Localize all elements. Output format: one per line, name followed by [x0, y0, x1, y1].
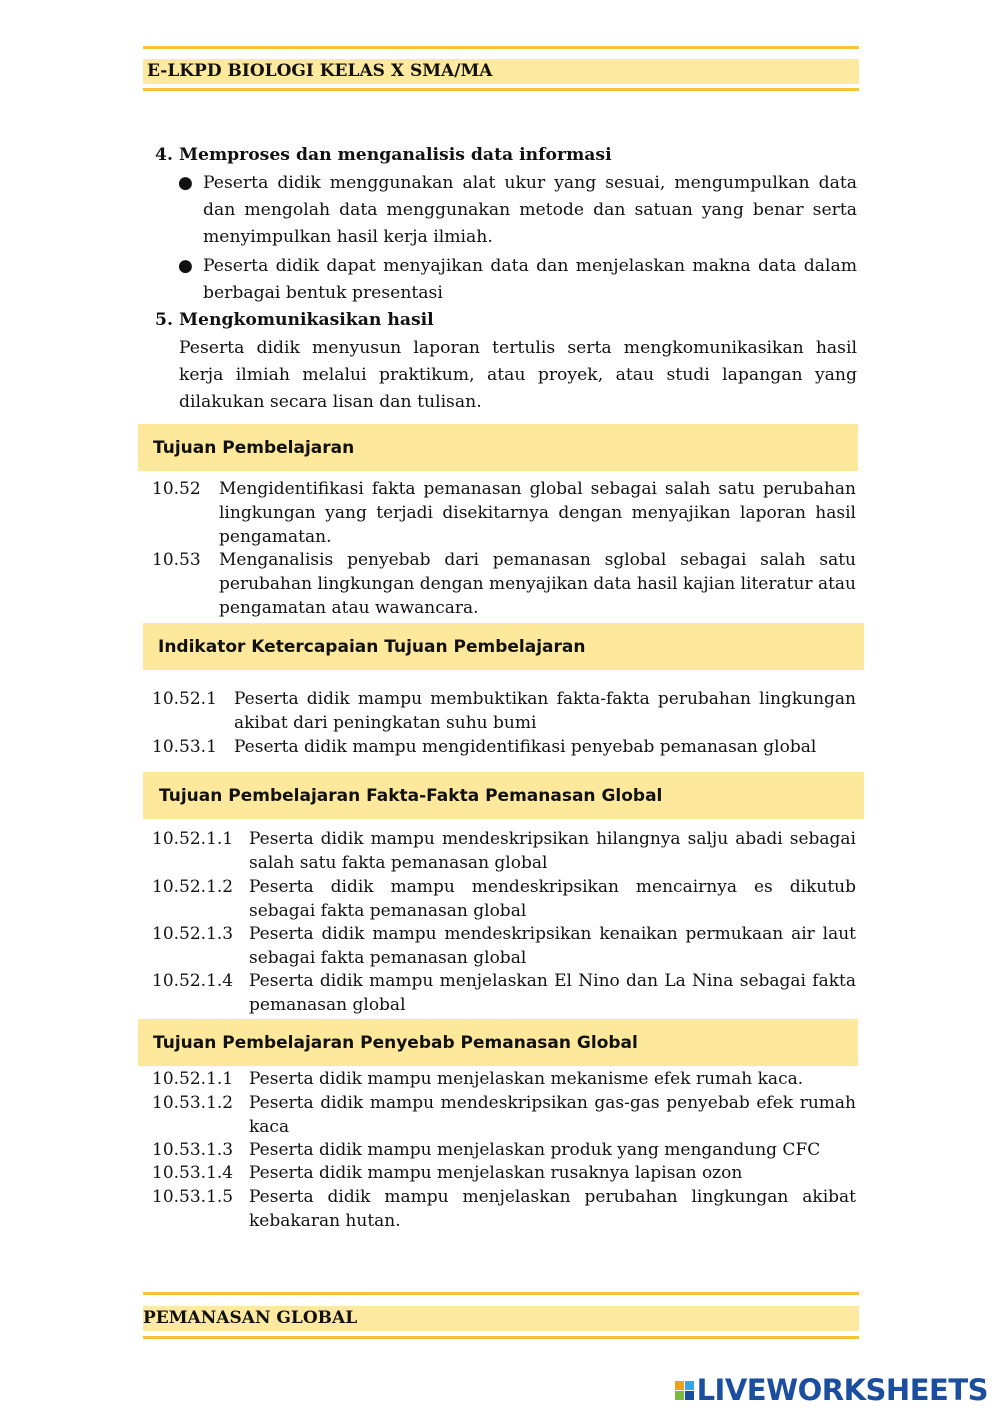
section-title: Tujuan Pembelajaran [153, 437, 355, 458]
footer-top-line [143, 1292, 859, 1295]
step-number: 5. [155, 310, 173, 330]
item-text: Mengidentifikasi fakta pemanasan global sebagai salah satu perubahan lingkungan yang terjadi disekitarnya dengan menyajikan laporan hasil pengamatan. [219, 479, 856, 547]
item-text: Peserta didik mampu mendeskripsikan hilangnya salju abadi sebagai salah satu fakta pemanasan global [249, 829, 856, 873]
list-item [152, 548, 856, 620]
liveworksheets-logo [675, 1373, 988, 1407]
list-item [152, 875, 856, 923]
item-text: Peserta didik mampu mendeskripsikan kenaikan permukaan air laut sebagai fakta pemanasan global [249, 924, 856, 968]
list-item [152, 687, 856, 735]
list-item [152, 1185, 856, 1233]
section-banner [143, 772, 864, 819]
item-number: 10.52.1.2 [152, 877, 234, 897]
item-text: Peserta didik mampu mendeskripsikan mencairnya es dikutub sebagai fakta pemanasan global [249, 877, 856, 921]
section-title: Tujuan Pembelajaran Penyebab Pemanasan Global [153, 1032, 638, 1053]
step-title: Mengkomunikasikan hasil [179, 310, 434, 330]
item-text: Peserta didik mampu menjelaskan mekanisme efek rumah kaca. [249, 1069, 804, 1089]
item-text: Peserta didik mampu mengidentifikasi penyebab pemanasan global [234, 737, 817, 757]
logo-square [685, 1381, 694, 1390]
item-text: Peserta didik mampu menjelaskan El Nino dan La Nina sebagai fakta pemanasan global [249, 971, 856, 1015]
item-number: 10.52.1 [152, 689, 217, 709]
step-title: Memproses dan menganalisis data informasi [179, 145, 612, 165]
header-top-line [143, 46, 859, 49]
item-number: 10.52.1.3 [152, 924, 234, 944]
item-text: Menganalisis penyebab dari pemanasan sglobal sebagai salah satu perubahan lingkungan dengan menyajikan data hasil kajian literatur atau pengamatan atau wawancara. [219, 550, 856, 618]
step-bullet: Peserta didik menggunakan alat ukur yang sesuai, mengumpulkan data dan mengolah data menggunakan metode dan satuan yang benar serta menyimpulkan hasil kerja ilmiah. [203, 173, 857, 247]
item-text: Peserta didik mampu menjelaskan produk yang mengandung CFC [249, 1140, 821, 1160]
bullet-dot: ● [178, 173, 193, 193]
logo-square [675, 1391, 684, 1400]
item-number: 10.52.1.1 [152, 829, 234, 849]
footer-bottom-line [143, 1336, 859, 1339]
list-item [152, 922, 856, 970]
step-bullet: Peserta didik dapat menyajikan data dan menjelaskan makna data dalam berbagai bentuk presentasi [203, 256, 857, 303]
footer-title: PEMANASAN GLOBAL [143, 1308, 358, 1328]
list-item [152, 735, 856, 759]
item-text: Peserta didik mampu mendeskripsikan gas-gas penyebab efek rumah kaca [249, 1093, 856, 1137]
list-item [152, 827, 856, 875]
list-item [152, 1138, 856, 1162]
logo-mark-icon [675, 1381, 694, 1400]
list-item [152, 969, 856, 1017]
item-number: 10.53.1.3 [152, 1140, 234, 1160]
list-item [152, 1067, 856, 1091]
item-number: 10.52.1.4 [152, 971, 234, 991]
item-text: Peserta didik mampu menjelaskan rusaknya lapisan ozon [249, 1163, 743, 1183]
item-number: 10.53.1.2 [152, 1093, 234, 1113]
logo-text: LIVEWORKSHEETS [696, 1373, 988, 1407]
section-banner [143, 623, 864, 670]
section-banner [138, 424, 858, 471]
bullet-dot: ● [178, 256, 193, 276]
item-number: 10.52.1.1 [152, 1069, 234, 1089]
header-bottom-line [143, 88, 859, 91]
item-number: 10.52 [152, 479, 201, 499]
header-title: E-LKPD BIOLOGI KELAS X SMA/MA [147, 61, 493, 81]
item-number: 10.53.1.5 [152, 1187, 234, 1207]
logo-square [685, 1391, 694, 1400]
step-number: 4. [155, 145, 173, 165]
list-item [152, 477, 856, 549]
item-number: 10.53.1.4 [152, 1163, 234, 1183]
list-item [152, 1161, 856, 1185]
logo-square [675, 1381, 684, 1390]
step-body: Peserta didik menyusun laporan tertulis serta mengkomunikasikan hasil kerja ilmiah melalui praktikum, atau proyek, atau studi lapangan yang dilakukan secara lisan dan tulisan. [179, 338, 857, 412]
section-banner [138, 1019, 858, 1066]
item-number: 10.53 [152, 550, 201, 570]
item-text: Peserta didik mampu menjelaskan perubahan lingkungan akibat kebakaran hutan. [249, 1187, 856, 1231]
item-text: Peserta didik mampu membuktikan fakta-fakta perubahan lingkungan akibat dari peningkatan suhu bumi [234, 689, 856, 733]
section-title: Tujuan Pembelajaran Fakta-Fakta Pemanasan Global [159, 785, 663, 806]
section-title: Indikator Ketercapaian Tujuan Pembelajaran [158, 636, 586, 657]
item-number: 10.53.1 [152, 737, 217, 757]
list-item [152, 1091, 856, 1139]
